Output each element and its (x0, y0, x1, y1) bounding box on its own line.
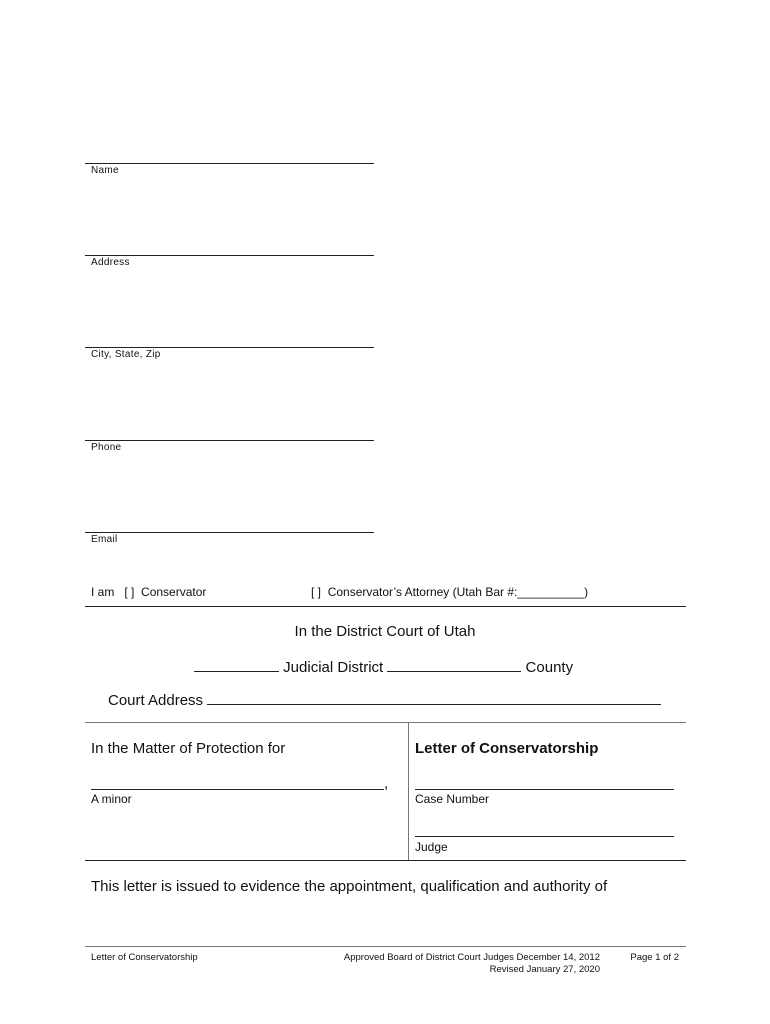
email-field[interactable] (90, 514, 370, 530)
footer-page: Page 1 of 2 (630, 952, 679, 963)
role-row (91, 585, 206, 599)
footer-approved: Approved Board of District Court Judges December 14, 2012 (343, 952, 600, 963)
conservator-label: Conservator (141, 585, 207, 599)
case-number-label: Case Number (415, 792, 490, 806)
minor-name-line[interactable] (91, 789, 384, 790)
court-address-row (108, 690, 661, 709)
address-label: Address (91, 257, 130, 268)
document-title: Letter of Conservatorship (415, 740, 599, 757)
phone-label: Phone (91, 442, 122, 453)
judge-label: Judge (415, 840, 448, 854)
court-address-label: Court Address (108, 692, 204, 709)
name-label: Name (91, 165, 119, 176)
footer-rule (85, 946, 686, 947)
court-heading: In the District Court of Utah (294, 623, 476, 640)
judge-line[interactable] (415, 836, 674, 837)
attorney-checkbox[interactable]: [ ] (311, 585, 322, 599)
district-row (194, 657, 573, 676)
email-label: Email (91, 534, 118, 545)
address-line (85, 255, 374, 256)
caption-bottom-rule (85, 860, 686, 861)
city-state-zip-field[interactable] (90, 329, 370, 345)
attorney-label: Conservator’s Attorney (Utah Bar #:__________) (327, 585, 589, 599)
city-state-zip-label: City, State, Zip (91, 349, 161, 360)
name-line (85, 163, 374, 164)
city-state-zip-line (85, 347, 374, 348)
conservator-checkbox[interactable]: [ ] (124, 585, 135, 599)
district-label: Judicial District (283, 659, 384, 676)
email-line (85, 532, 374, 533)
attorney-row (311, 585, 588, 599)
phone-line (85, 440, 374, 441)
district-number-field[interactable] (194, 657, 279, 672)
footer-revised: Revised January 27, 2020 (489, 964, 600, 975)
intro-text: This letter is issued to evidence the appointment, qualification and authority of (91, 878, 608, 895)
address-field[interactable] (90, 237, 370, 253)
role-divider (85, 606, 686, 607)
caption-divider (408, 722, 409, 860)
case-number-line[interactable] (415, 789, 674, 790)
name-field[interactable] (90, 145, 370, 161)
matter-label: In the Matter of Protection for (91, 740, 286, 757)
caption-top-rule (85, 722, 686, 723)
footer-left: Letter of Conservatorship (91, 952, 198, 963)
minor-label: A minor (91, 792, 132, 806)
minor-comma: , (384, 775, 389, 792)
phone-field[interactable] (90, 421, 370, 437)
court-address-field[interactable] (207, 690, 661, 705)
county-name-field[interactable] (387, 657, 521, 672)
county-label: County (525, 659, 574, 676)
role-prefix: I am (91, 585, 115, 599)
